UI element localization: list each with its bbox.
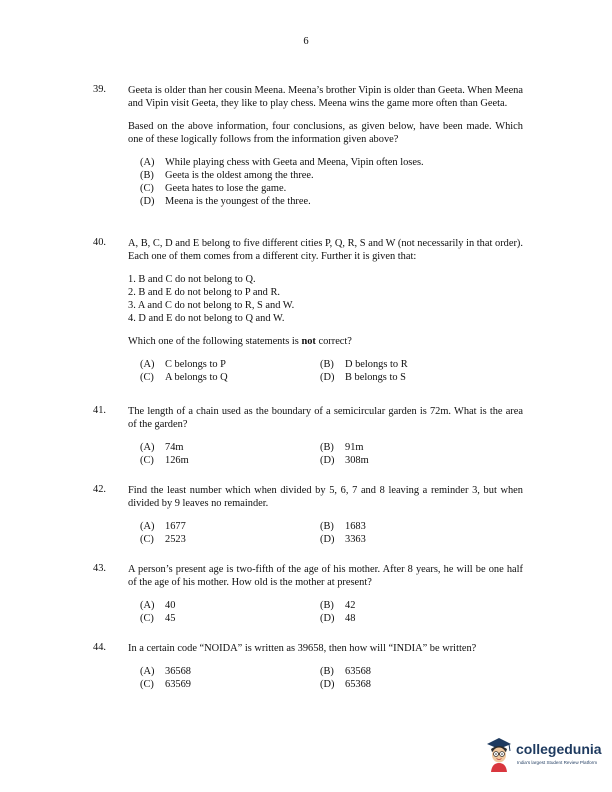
options-list <box>140 156 523 208</box>
condition: 2. B and E do not belong to P and R. <box>128 287 281 298</box>
page-number: 6 <box>303 36 309 47</box>
question-number: 44. <box>93 642 106 653</box>
option-a: (A) 74m <box>140 442 184 453</box>
option-d: (D) Meena is the youngest of the three. <box>140 196 311 207</box>
option-c: (C) A belongs to Q <box>140 372 228 383</box>
option-b: (B) 1683 <box>320 521 366 532</box>
option-a: (A) 1677 <box>140 521 186 532</box>
options-grid <box>128 599 523 625</box>
option-b: (B) D belongs to R <box>320 359 408 370</box>
mascot-icon <box>484 735 514 773</box>
option-a: (A) While playing chess with Geeta and Meena, Vipin often loses. <box>140 157 424 168</box>
question-text: The length of a chain used as the boundary of a semicircular garden is 72m. What is the area of the garden? <box>128 406 523 430</box>
logo-wordmark: collegedunia <box>516 741 602 757</box>
options-grid <box>128 520 523 546</box>
collegedunia-logo[interactable] <box>484 735 606 775</box>
question-number: 43. <box>93 563 106 574</box>
question-prompt: Which one of the following statements is not correct? <box>128 336 352 347</box>
option-d: (D) 65368 <box>320 679 371 690</box>
option-d: (D) 48 <box>320 613 356 624</box>
question-text: Geeta is older than her cousin Meena. Meena’s brother Vipin is older than Geeta. When Meena and Vipin visit Geeta, they like to play chess. Meena wins the game more often than Geeta. <box>128 85 523 109</box>
option-d: (D) B belongs to S <box>320 372 406 383</box>
conditions-list <box>128 273 523 325</box>
question-text: Find the least number which when divided by 5, 6, 7 and 8 leaving a reminder 3, but when divided by 9 leaves no remainder. <box>128 485 523 509</box>
question-39 <box>93 84 523 208</box>
question-42 <box>93 484 523 546</box>
condition: 4. D and E do not belong to Q and W. <box>128 313 285 324</box>
options-grid <box>128 441 523 467</box>
condition: 1. B and C do not belong to Q. <box>128 274 256 285</box>
option-b: (B) Geeta is the oldest among the three. <box>140 170 314 181</box>
option-b: (B) 63568 <box>320 666 371 677</box>
option-c: (C) 126m <box>140 455 189 466</box>
option-c: (C) 45 <box>140 613 176 624</box>
question-40 <box>93 237 523 384</box>
condition: 3. A and C do not belong to R, S and W. <box>128 300 295 311</box>
question-text: A person’s present age is two-fifth of the age of his mother. After 8 years, he will be one half of the age of his mother. How old is the mother at present? <box>128 564 523 588</box>
question-43 <box>93 563 523 625</box>
question-number: 41. <box>93 405 106 416</box>
question-44 <box>93 642 523 691</box>
options-grid <box>128 665 523 691</box>
question-prompt: Based on the above information, four conclusions, as given below, have been made. Which one of these logically follows from the information given above? <box>128 121 523 145</box>
option-a: (A) C belongs to P <box>140 359 226 370</box>
options-grid <box>128 358 523 384</box>
question-text: A, B, C, D and E belong to five different cities P, Q, R, S and W (not necessarily in that order). Each one of them comes from a different city. Further it is given that: <box>128 238 523 262</box>
question-number: 40. <box>93 237 106 248</box>
option-c: (C) 2523 <box>140 534 186 545</box>
option-c: (C) 63569 <box>140 679 191 690</box>
question-41 <box>93 405 523 467</box>
option-a: (A) 36568 <box>140 666 191 677</box>
option-d: (D) 3363 <box>320 534 366 545</box>
option-a: (A) 40 <box>140 600 176 611</box>
logo-tagline: India's largest Student Review Platform <box>517 760 598 765</box>
question-number: 39. <box>93 84 106 95</box>
option-d: (D) 308m <box>320 455 369 466</box>
option-b: (B) 91m <box>320 442 364 453</box>
question-number: 42. <box>93 484 106 495</box>
option-b: (B) 42 <box>320 600 356 611</box>
option-c: (C) Geeta hates to lose the game. <box>140 183 287 194</box>
question-text: In a certain code “NOIDA” is written as 39658, then how will “INDIA” be written? <box>128 643 477 654</box>
